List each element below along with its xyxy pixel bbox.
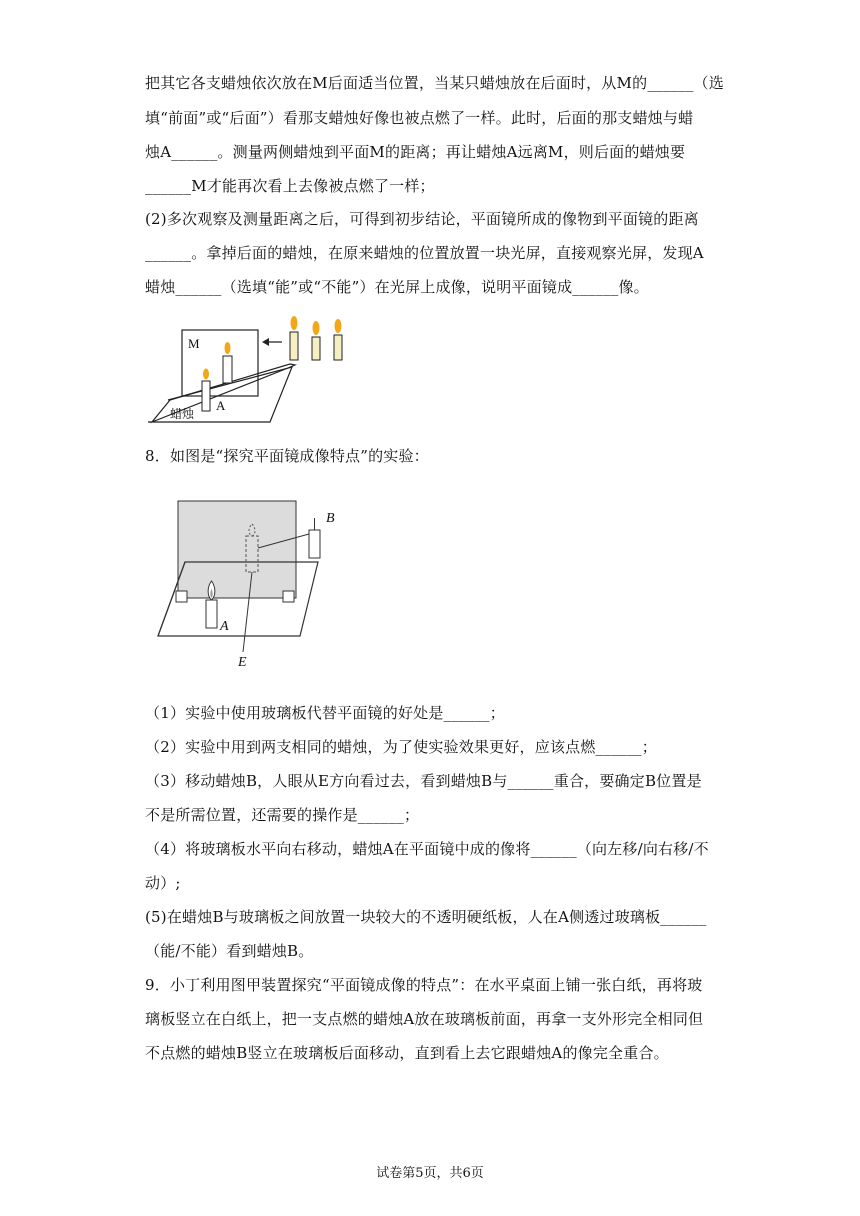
- figure-glass-plate: [150, 496, 350, 668]
- label-m: M: [188, 336, 200, 351]
- label-a: A: [220, 619, 229, 634]
- label-candle: 蜡烛: [170, 407, 195, 421]
- figure-mirror-candles: [140, 312, 360, 424]
- page-footer: 试卷第5页，共6页: [376, 1166, 484, 1181]
- text-line-2: 填“前面”或“后面”）看那支蜡烛好像也被点燃了一样。此时，后面的那支蜡烛与蜡: [145, 109, 694, 127]
- q8-item-4-cont: 动）;: [145, 874, 181, 892]
- text-line-4: ______M才能再次看上去像被点燃了一样；: [145, 177, 435, 195]
- q8-item-4: （4）将玻璃板水平向右移动，蜡烛A在平面镜中成的像将______（向左移/向右移/不: [145, 840, 709, 858]
- text-line-7: 蜡烛______（选填“能”或“不能”）在光屏上成像，说明平面镜成______像。: [145, 278, 649, 296]
- text-line-6: ______。拿掉后面的蜡烛，在原来蜡烛的位置放置一块光屏，直接观察光屏，发现A: [145, 244, 704, 262]
- q8-item-3: （3）移动蜡烛B，人眼从E方向看过去，看到蜡烛B与______重合，要确定B位置是: [145, 772, 702, 790]
- question-9-line-2: 璃板竖立在白纸上，把一支点燃的蜡烛A放在玻璃板前面，再拿一支外形完全相同但: [145, 1010, 704, 1028]
- label-e: E: [238, 655, 247, 668]
- q8-item-3-cont: 不是所需位置，还需要的操作是______；: [145, 806, 420, 824]
- candle-a: [206, 600, 217, 628]
- candle-a: [202, 381, 210, 411]
- q8-item-1: （1）实验中使用玻璃板代替平面镜的好处是______；: [145, 704, 505, 722]
- label-b: B: [326, 511, 335, 526]
- q8-item-5-cont: （能/不能）看到蜡烛B。: [145, 942, 314, 960]
- question-9-line-3: 不点燃的蜡烛B竖立在玻璃板后面移动，直到看上去它跟蜡烛A的像完全重合。: [145, 1044, 669, 1062]
- text-line-1: 把其它各支蜡烛依次放在M后面适当位置，当某只蜡烛放在后面时，从M的______（选: [145, 74, 724, 92]
- text-line-3: 烛A______。测量两侧蜡烛到平面M的距离；再让蜡烛A远离M，则后面的蜡烛要: [145, 143, 686, 161]
- question-9-line-1: 9．小丁利用图甲装置探究“平面镜成像的特点”：在水平桌面上铺一张白纸，再将玻: [145, 976, 703, 994]
- q8-item-2: （2）实验中用到两支相同的蜡烛，为了使实验效果更好，应该点燃______；: [145, 738, 657, 756]
- label-a: A: [216, 398, 226, 413]
- text-line-5: (2)多次观察及测量距离之后，可得到初步结论，平面镜所成的像物到平面镜的距离: [145, 210, 699, 228]
- candle-b: [309, 530, 320, 558]
- question-8-title: 8．如图是“探究平面镜成像特点”的实验：: [145, 447, 429, 465]
- glass-plate: [178, 501, 296, 598]
- q8-item-5: (5)在蜡烛B与玻璃板之间放置一块较大的不透明硬纸板，人在A侧透过玻璃板______: [145, 908, 707, 926]
